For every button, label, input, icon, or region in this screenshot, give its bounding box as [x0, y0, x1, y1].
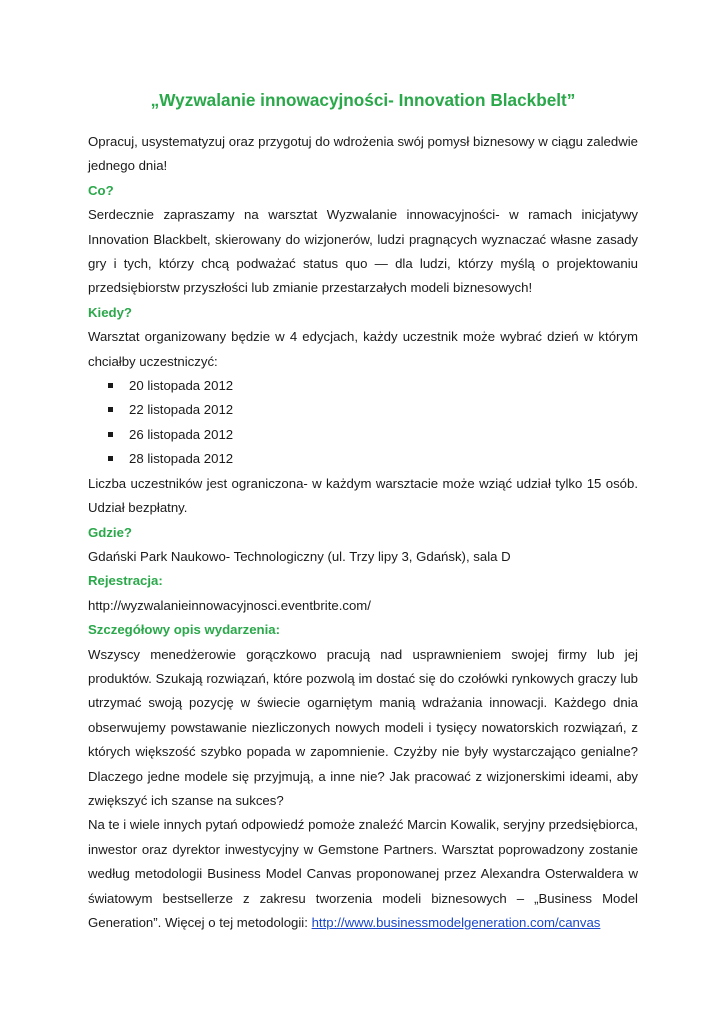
where-paragraph: Gdański Park Naukowo- Technologiczny (ul. Trzy lipy 3, Gdańsk), sala D [88, 548, 511, 564]
list-item [108, 423, 638, 447]
details-paragraph-2-text: Na te i wiele innych pytań odpowiedź pomoże znaleźć Marcin Kowalik, seryjny przedsiębiorca, inwestor oraz dyrektor inwestycyjny w Gemstone Partners. Warsztat poprowadzony zostanie według metodologii Business Model Canvas proponowanej przez Alexandra Osterwaldera w światowym bestsellerze z zakresu tworzenia modeli biznesowych – „Business Model Generation”. Więcej o tej metodologii: [88, 817, 638, 930]
heading-where: Gdzie? [88, 524, 132, 540]
document-title: „Wyzwalanie innowacyjności- Innovation Blackbelt” [150, 90, 576, 110]
square-bullet-icon [108, 432, 113, 437]
what-paragraph: Serdecznie zapraszamy na warsztat Wyzwalanie innowacyjności- w ramach inicjatywy Innovation Blackbelt, skierowany do wizjonerów, ludzi pragnących wyznaczać własne zasady gry i tych, którzy chcą podważać status quo — dla ludzi, którzy myślą o projektowaniu przedsiębiorstw przyszłości lub zmianie przestarzałych modeli biznesowych! [88, 207, 638, 296]
date-label: 28 listopada 2012 [129, 451, 234, 467]
date-label: 22 listopada 2012 [129, 402, 234, 418]
heading-what: Co? [88, 182, 114, 198]
heading-registration: Rejestracja: [88, 573, 163, 589]
square-bullet-icon [108, 456, 113, 461]
registration-url: http://wyzwalanieinnowacyjnosci.eventbrite.com/ [88, 597, 371, 613]
list-item [108, 398, 638, 422]
canvas-link[interactable]: http://www.businessmodelgeneration.com/canvas [311, 915, 601, 930]
date-label: 20 listopada 2012 [129, 378, 234, 394]
date-label: 26 listopada 2012 [129, 426, 234, 442]
when-paragraph: Warsztat organizowany będzie w 4 edycjach, każdy uczestnik może wybrać dzień w którym chciałby uczestniczyć: [88, 329, 638, 369]
details-paragraph-2 [88, 813, 638, 935]
intro-paragraph: Opracuj, usystematyzuj oraz przygotuj do wdrożenia swój pomysł biznesowy w ciągu zaledwie jednego dnia! [88, 134, 638, 174]
list-item [108, 374, 638, 398]
list-item [108, 447, 638, 471]
participants-note: Liczba uczestników jest ograniczona- w każdym warsztacie może wziąć udział tylko 15 osób. Udział bezpłatny. [88, 475, 638, 516]
heading-details: Szczegółowy opis wydarzenia: [88, 622, 280, 638]
square-bullet-icon [108, 407, 113, 412]
dates-list [88, 374, 638, 472]
square-bullet-icon [108, 383, 113, 388]
heading-when: Kiedy? [88, 304, 132, 320]
details-paragraph-1: Wszyscy menedżerowie gorączkowo pracują nad usprawnieniem swojej firmy lub jej produktów. Szukają rozwiązań, które pozwolą im dostać się do czołówki rynkowych graczy lub utrzymać swoją pozycję w świecie ogarniętym manią wdrażania innowacji. Każdego dnia obserwujemy powstawanie niezliczonych nowych modeli i tysięcy nowatorskich rozwiązań, z których większość szybko popada w zapomnienie. Czyżby nie były wystarczająco genialne? Dlaczego jedne modele się przyjmują, a inne nie? Jak pracować z wizjonerskimi ideami, aby zwiększyć ich szanse na sukces? [88, 646, 638, 808]
